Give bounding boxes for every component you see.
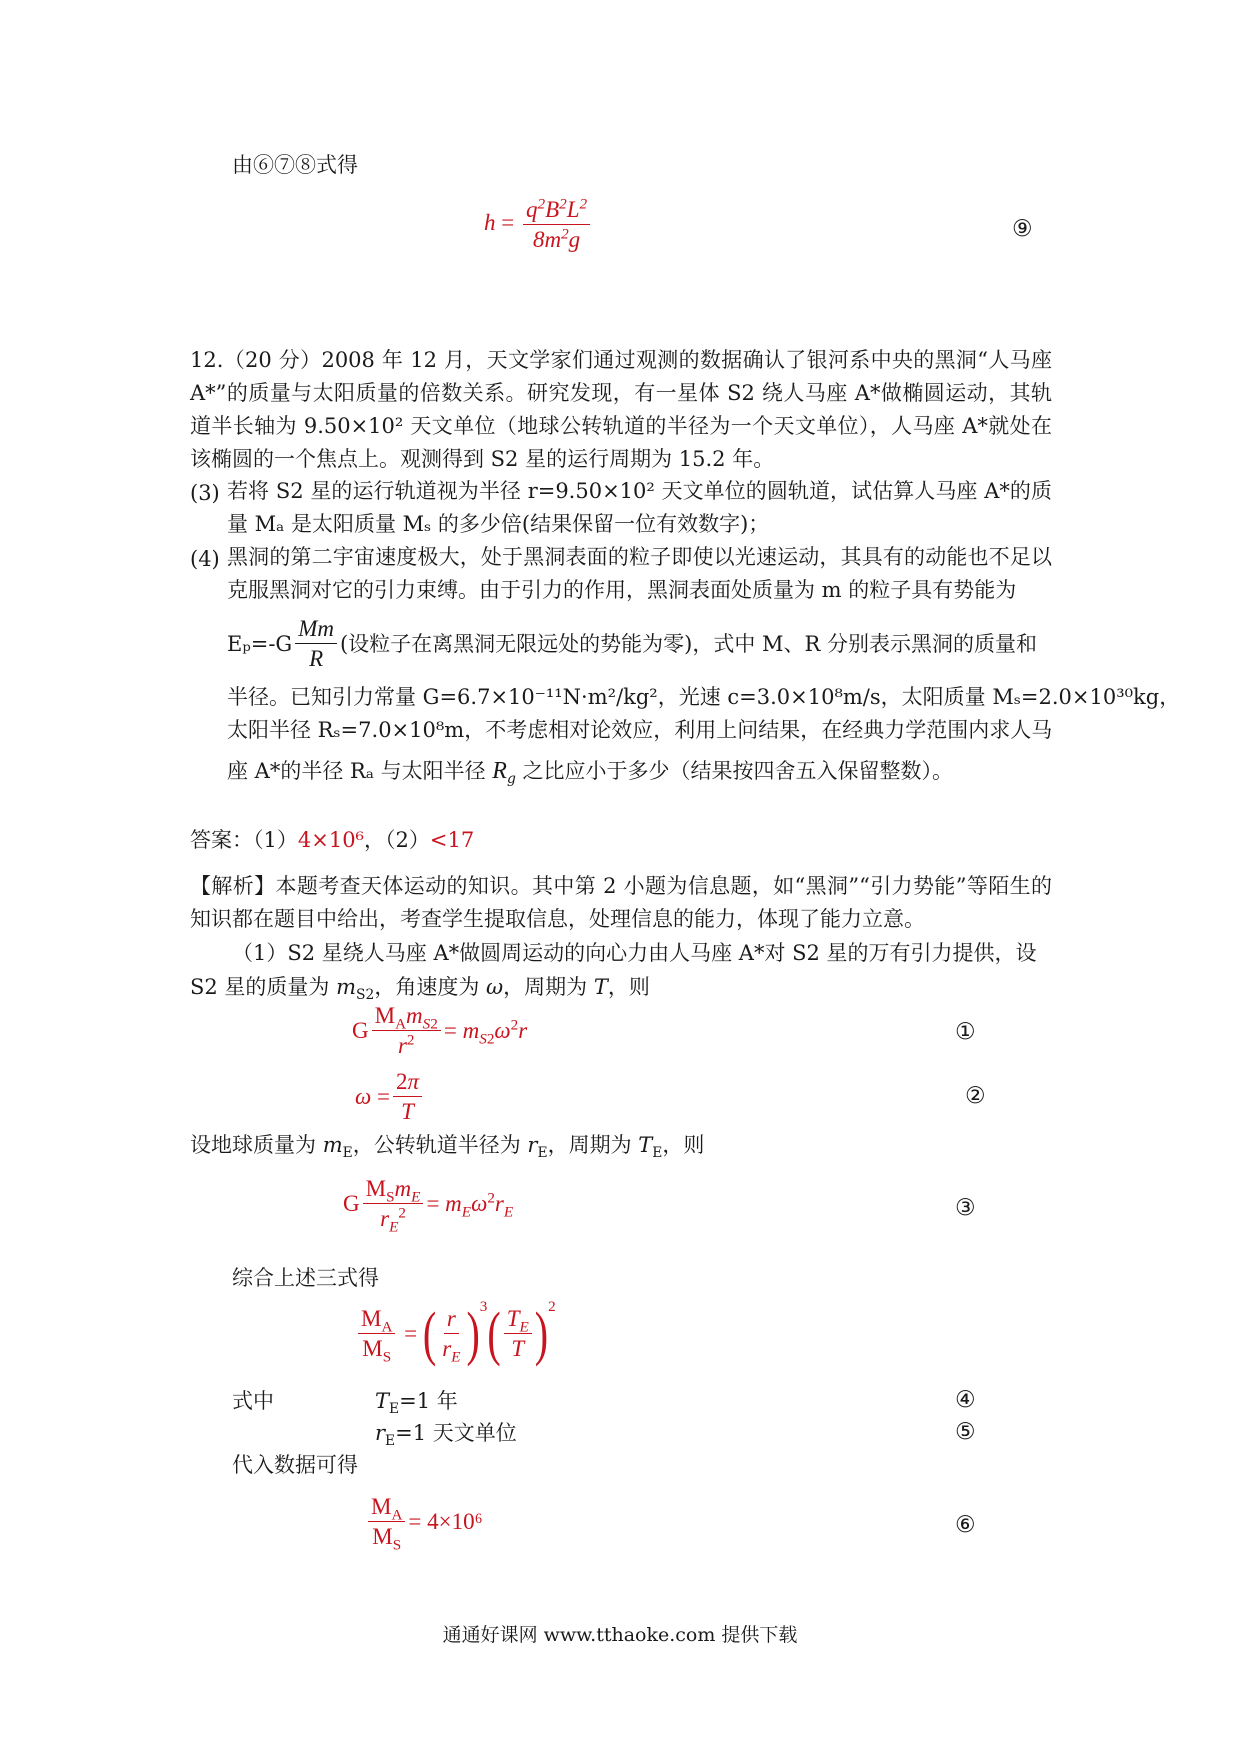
equation-9-denominator: $8m^2g$ [532, 225, 581, 252]
equation-2-denominator: T [401, 1099, 414, 1124]
var-m: m [322, 1133, 343, 1157]
item-4-line-3: 半径。已知引力常量 G=6.7×10⁻¹¹N·m²/kg²，光速 c=3.0×10⁸m/s，太阳质量 Mₛ=2.0×10³⁰kg， [227, 685, 1181, 709]
re-given: $r_E=1$ 天文单位 [375, 1421, 517, 1450]
text-span: ，角速度为 [374, 975, 487, 999]
question-12-text: 12.（20 分）2008 年 12 月，天文学家们通过观测的数据确认了银河系中央的黑洞“人马座 A*”的质量与太阳质量的倍数关系。研究发现，有一星体 S2 绕人马座 A*做椭圆运动，其轨道半长轴为 9.50×10² 天文单位（地球公转轨道的半径为一个天文单位），人马座 A*就处在该椭圆的一个焦点上。观测得到 S2 星的运行周期为 15.2 年。 [190, 348, 1052, 471]
var-m-sub: S2 [356, 987, 375, 1004]
re-value: =1 天文单位 [395, 1421, 517, 1445]
item-4-label: (4) [190, 547, 220, 571]
item-4-line-5-var: R [492, 758, 507, 784]
var-T: T [638, 1133, 653, 1157]
combine-line: 综合上述三式得 [232, 1266, 379, 1290]
equation-3-rhs: = $m_E\omega^2r_E$ [426, 1188, 514, 1221]
answer-2: <17 [429, 828, 475, 852]
equation-1-rhs: = $m_{S2}\omega^2r$ [443, 1015, 528, 1048]
analysis-line-1: （1）S2 星绕人马座 A*做圆周运动的向心力由人马座 A*对 S2 星的万有引力提供，设 [232, 941, 1037, 965]
equation-1: G $\frac{M_Am_{S2}}{r^2}$ = $m_{S2}\omega^2r$ [352, 1003, 528, 1058]
text-span: ，则 [662, 1133, 705, 1157]
equation-2: ω = $\frac{2\pi}{T}$ [355, 1068, 425, 1125]
var-T: T [593, 975, 608, 999]
equation-9-number: ⑨ [1012, 216, 1033, 242]
analysis-paragraph-1: 【解析】本题考查天体运动的知识。其中第 2 小题为信息题，如“黑洞”“引力势能”等陌生的知识都在题目中给出，考查学生提取信息，处理信息的能力，体现了能力立意。 [190, 874, 1052, 931]
equation-2-number: ② [965, 1083, 986, 1109]
equation-2-numerator: 2π [393, 1068, 422, 1097]
var-T-sub: E [652, 1145, 663, 1162]
equation-6-number: ⑥ [955, 1512, 976, 1538]
item-4-line-5-sub: g [506, 771, 516, 788]
te-given: $T_E=1$ 年 [375, 1389, 458, 1418]
substitute-line: 代入数据可得 [232, 1453, 358, 1477]
text-span: ，则 [607, 975, 650, 999]
answer-1: 4×10⁶ [297, 828, 364, 852]
earth-line [190, 1131, 705, 1162]
var-omega: ω [486, 975, 504, 999]
equation-1-number: ① [955, 1019, 976, 1045]
potential-energy-suffix: (设粒子在离黑洞无限远处的势能为零)，式中 M、R 分别表示黑洞的质量和 [339, 631, 1038, 656]
equation-6-rhs: = 4×10⁶ [408, 1508, 483, 1534]
equation-9: h = $\frac{q^2B^2L^2}{8m^2g}$ [484, 196, 593, 253]
equation-3-number: ③ [955, 1195, 976, 1221]
item-4-potential-line [227, 615, 1037, 672]
equation-9-numerator: $q^2B^2L^2$ [523, 196, 590, 225]
text-span: 设地球质量为 [190, 1133, 323, 1157]
equation-4-number: ④ [955, 1387, 976, 1413]
item-4-line-5 [227, 757, 954, 788]
where-label: 式中 [232, 1389, 274, 1413]
answer-line [190, 826, 474, 854]
equation-5-number: ⑤ [955, 1419, 976, 1445]
equation-6: $\frac{M_A}{M_S}$ = 4×10⁶ [365, 1493, 483, 1550]
te-value: =1 年 [399, 1389, 458, 1413]
text-span: ，周期为 [547, 1133, 639, 1157]
answer-label: 答案：（1） [190, 828, 298, 852]
combined-ratio-equation: $\frac{M_A}{M_S}$ = ( $\frac{r}{r_E}$ ) 3 ( $\frac{T_E}{T}$ ) 2 [355, 1305, 556, 1362]
answer-separator: ，（2） [363, 828, 430, 852]
item-4-line-5-prefix: 座 A*的半径 Rₐ 与太阳半径 [227, 759, 486, 783]
var-r-sub: E [537, 1145, 548, 1162]
page-footer: 通通好课网 www.tthaoke.com 提供下载 [442, 1624, 798, 1646]
potential-energy-denominator: R [309, 646, 324, 671]
item-4-line-4: 太阳半径 Rₛ=7.0×10⁸m，不考虑相对论效应，利用上问结果，在经典力学范围内求人马 [227, 718, 1053, 742]
equation-3: G $\frac{M_Sm_E}{r_E^2}$ = $m_E\omega^2r_E$ [343, 1176, 514, 1236]
item-3-text: 若将 S2 星的运行轨道视为半径 r=9.50×10² 天文单位的圆轨道，试估算人马座 A*的质量 Mₐ 是太阳质量 Mₛ 的多少倍(结果保留一位有效数字)； [227, 479, 1052, 536]
potential-energy-numerator: Mm [295, 615, 337, 644]
intro-line: 由⑥⑦⑧式得 [232, 153, 358, 177]
equation-3-numerator: $M_Sm_E$ [363, 1175, 424, 1204]
var-m: m [336, 975, 357, 999]
item-3-label: (3) [190, 481, 220, 505]
item-4-line-5-suffix: 之比应小于多少（结果按四舍五入保留整数）。 [522, 759, 954, 783]
var-r: r [527, 1133, 538, 1157]
equation-1-numerator: $M_Am_{S2}$ [372, 1002, 441, 1031]
var-m-sub: E [342, 1145, 353, 1162]
text-span: ，周期为 [503, 975, 594, 999]
equation-1-denominator: $r^2$ [397, 1031, 415, 1058]
analysis-line-2 [190, 973, 650, 1004]
text-span: S2 星的质量为 [190, 975, 337, 999]
potential-energy-prefix: Eₚ=-G [227, 631, 293, 656]
equation-9-lhs: h [484, 209, 496, 235]
text-span: ，公转轨道半径为 [352, 1133, 528, 1157]
equation-3-denominator: $r_E^2$ [380, 1204, 406, 1236]
item-4-line-1: 黑洞的第二宇宙速度极大，处于黑洞表面的粒子即使以光速运动，其具有的动能也不足以克服黑洞对它的引力束缚。由于引力的作用，黑洞表面处质量为 m 的粒子具有势能为 [227, 545, 1052, 602]
